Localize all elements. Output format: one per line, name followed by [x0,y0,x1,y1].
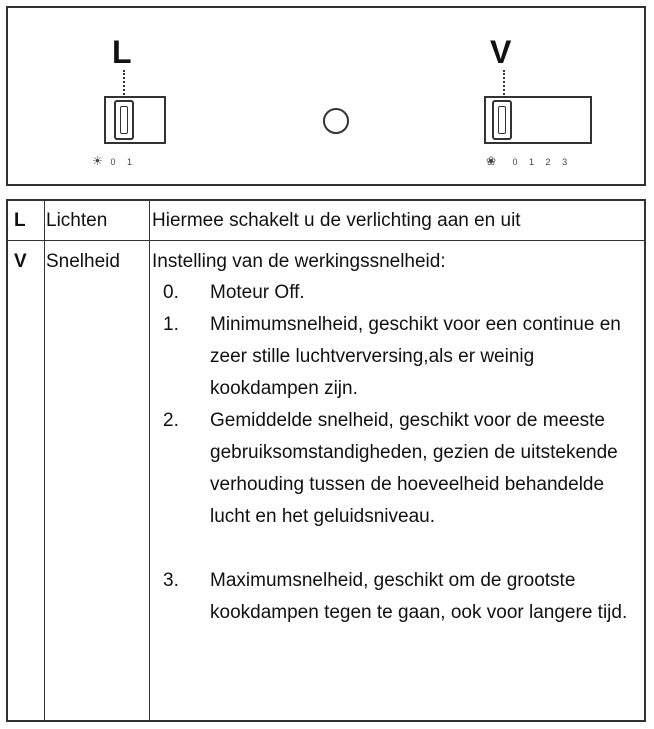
row-speed-code: V [14,251,27,272]
speed-level-number: 3. [163,570,179,591]
speed-level-number: 2. [163,410,179,431]
row-light-description: Hiermee schakelt u de verlichting aan en uit [152,210,521,231]
row-light-name: Lichten [46,210,108,231]
light-icon: ☀ [92,154,103,168]
speed-scale-1: 1 [529,157,535,167]
column-divider-code [44,201,45,720]
speed-level-text: Moteur Off. [210,282,305,303]
speed-scale-0: 0 [512,157,518,167]
row-speed-name: Snelheid [46,251,120,272]
light-switch-lever[interactable] [114,100,134,140]
light-scale-1: 1 [127,157,133,167]
speed-level-number: 1. [163,314,179,335]
row-light-code: L [14,210,26,231]
light-switch-leader [123,70,125,98]
row-divider [8,240,644,241]
speed-switch-lever[interactable] [492,100,512,140]
pilot-light-indicator [323,108,349,134]
speed-level-text: Gemiddelde snelheid, geschikt voor de meeste gebruiksomstandigheden, gezien de uitstekende verhouding tussen de hoeveelheid behandelde lucht en het geluidsniveau. [210,410,618,527]
column-divider-name [149,201,150,720]
light-switch-letter: L [112,34,132,70]
speed-level-number: 0. [163,282,179,303]
control-panel-diagram [6,6,646,186]
speed-level-text: Minimumsnelheid, geschikt voor een continue en zeer stille luchtverversing,als er weinig kookdampen zijn. [210,314,621,399]
control-description-table [6,199,646,722]
speed-switch-scale [486,154,567,168]
light-switch-scale [92,154,132,168]
fan-icon: ❀ [486,154,497,168]
speed-scale-3: 3 [562,157,568,167]
speed-switch-leader [503,70,505,98]
light-scale-0: 0 [110,157,116,167]
row-speed-description: Instelling van de werkingssnelheid: [152,251,446,272]
speed-level-text: Maximumsnelheid, geschikt om de grootste kookdampen tegen te gaan, ook voor langere tijd. [210,570,628,623]
speed-scale-2: 2 [545,157,551,167]
speed-switch-letter: V [490,34,512,70]
